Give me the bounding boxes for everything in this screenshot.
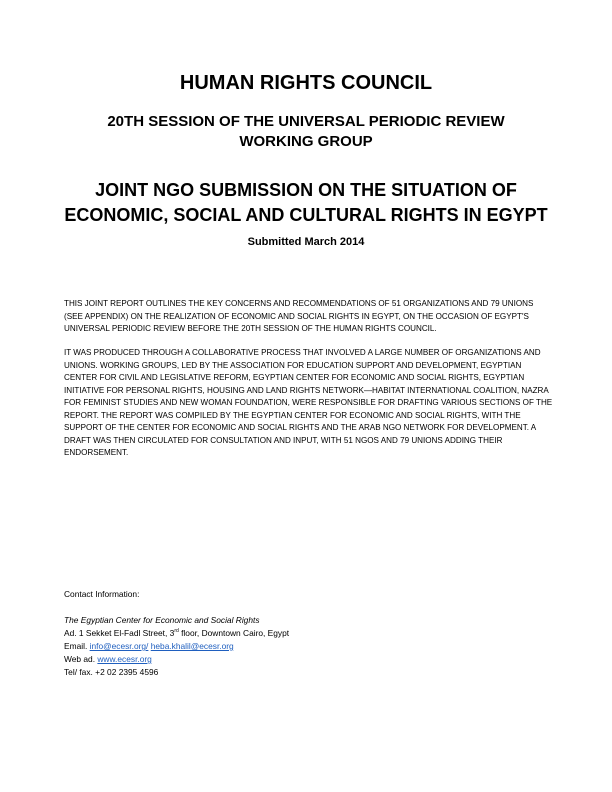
web-label: Web ad.: [64, 654, 98, 664]
session-heading-line2: WORKING GROUP: [239, 133, 373, 150]
contact-heading: Contact Information:: [64, 589, 140, 599]
session-heading: [0, 112, 612, 152]
email-label: Email.: [64, 641, 90, 651]
submission-subject-line2: ECONOMIC, SOCIAL AND CULTURAL RIGHTS IN EGYPT: [64, 205, 548, 225]
email-link-info[interactable]: info@ecesr.org/: [89, 641, 149, 651]
contact-block: [64, 588, 464, 679]
contact-web: [64, 653, 464, 666]
submission-subject-line1: JOINT NGO SUBMISSION ON THE SITUATION OF: [95, 180, 517, 200]
address-text-rest: floor, Downtown Cairo, Egypt: [178, 628, 290, 638]
intro-paragraph: THIS JOINT REPORT OUTLINES THE KEY CONCERNS AND RECOMMENDATIONS OF 51 ORGANIZATIONS AND 79 UNIONS (SEE APPENDIX) ON THE REALIZATION OF ECONOMIC AND SOCIAL RIGHTS IN EGYPT, ON THE OCCASION OF EGYPT'S UNIVERSAL PERIODIC REVIEW BEFORE THE 20TH SESSION OF THE HUMAN RIGHTS COUNCIL.: [64, 299, 534, 333]
process-paragraph: IT WAS PRODUCED THROUGH A COLLABORATIVE PROCESS THAT INVOLVED A LARGE NUMBER OF ORGANIZATIONS AND UNIONS. WORKING GROUPS, LED BY THE ASSOCIATION FOR EDUCATION SUPPORT AND DEVELOPMENT, EGYPTIAN CENTER FOR CIVIL AND LEGISLATIVE REFORM, EGYPTIAN CENTER FOR ECONOMIC AND SOCIAL RIGHTS, EGYPTIAN INITIATIVE FOR PERSONAL RIGHTS, HOUSING AND LAND RIGHTS NETWORK—HABITAT INTERNATIONAL COALITION, NAZRA FOR FEMINIST STUDIES AND NEW WOMAN FOUNDATION, WERE RESPONSIBLE FOR DRAFTING VARIOUS SECTIONS OF THE REPORT. THE REPORT WAS COMPILED BY THE EGYPTIAN CENTER FOR ECONOMIC AND SOCIAL RIGHTS, WITH THE SUPPORT OF THE CENTER FOR ECONOMIC AND SOCIAL RIGHTS AND THE ARAB NGO NETWORK FOR DEVELOPMENT. A DRAFT WAS THEN CIRCULATED FOR CONSULTATION AND INPUT, WITH 51 NGOS AND 79 UNIONS ADDING THEIR ENDORSEMENT.: [64, 348, 553, 457]
contact-tel: Tel/ fax. +2 02 2395 4596: [64, 667, 159, 677]
address-ordinal: rd: [174, 628, 179, 635]
contact-email: [64, 640, 464, 653]
contact-organization: The Egyptian Center for Economic and Social Rights: [64, 615, 260, 625]
contact-spacer: [64, 601, 464, 614]
website-link[interactable]: www.ecesr.org: [97, 654, 152, 664]
email-link-heba[interactable]: heba.khalil@ecesr.org: [150, 641, 234, 651]
contact-address: [64, 627, 464, 640]
submission-date: Submitted March 2014: [247, 236, 365, 248]
submission-subject: [0, 178, 612, 228]
session-heading-line1: 20TH SESSION OF THE UNIVERSAL PERIODIC REVIEW: [107, 113, 505, 130]
document-title: HUMAN RIGHTS COUNCIL: [179, 72, 433, 94]
address-text: Ad. 1 Sekket El-Fadl Street, 3: [64, 628, 175, 638]
